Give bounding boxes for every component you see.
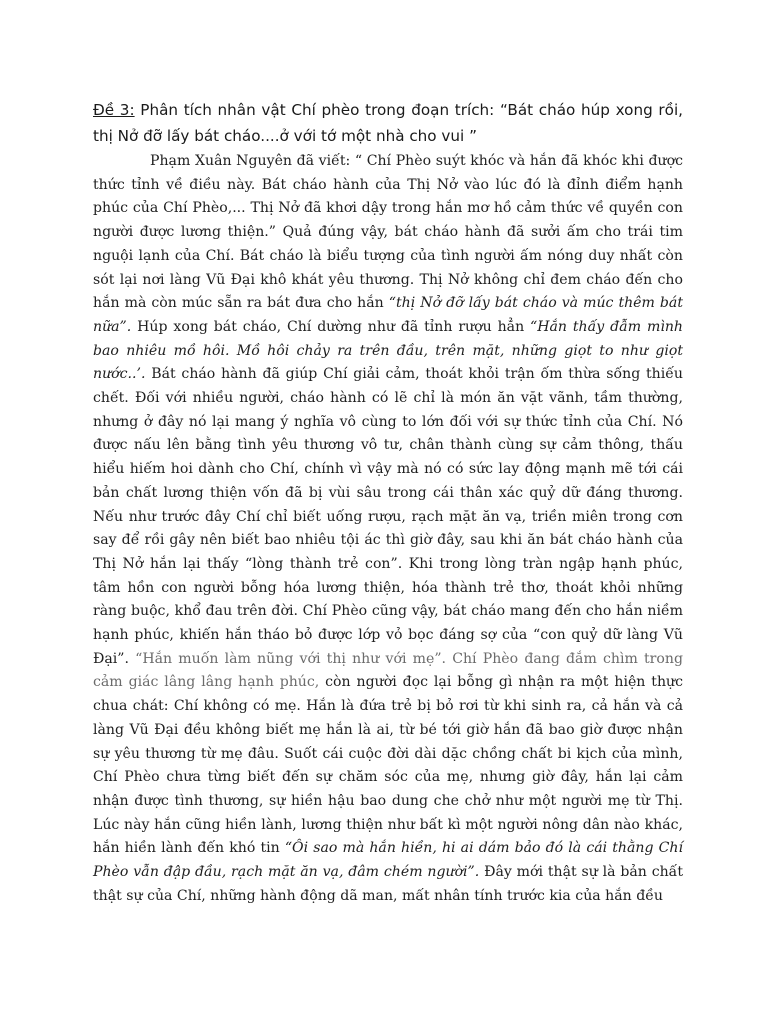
- essay-paragraph: [93, 150, 683, 909]
- paragraph-run: Bát cháo hành đã giúp Chí giải cảm, thoát khỏi trận ốm thừa sống thiếu chết. Đối với nhiều người, cháo hành có lẽ chỉ là món ăn vặt vãnh, tầm thường, nhưng ở đây nó lại mang ý nghĩa vô cùng to lớn đối với sự thức tỉnh của Chí. Nó được nấu lên bằng tình yêu thương vô tư, chân thành cùng sự cảm thông, thấu hiểu hiếm hoi dành cho Chí, chính vì vậy mà nó có sức lay động mạnh mẽ tới cái bản chất lương thiện vốn đã bị vùi sâu trong cái thân xác quỷ dữ đáng thương. Nếu như trước đây Chí chỉ biết uống rượu, rạch mặt ăn vạ, triền miên trong cơn say để rồi gây nên biết bao nhiêu tội ác thì giờ đây, sau khi ăn bát cháo hành của Thị Nở hắn lại thấy “lòng thành trẻ con”. Khi trong lòng tràn ngập hạnh phúc, tâm hồn con người bỗng hóa lương thiện, hóa thành trẻ thơ, thoát khỏi những ràng buộc, khổ đau trên đời. Chí Phèo cũng vậy, bát cháo mang đến cho hắn niềm hạnh phúc, khiến hắn tháo bỏ được lớp vỏ bọc đáng sợ của “con quỷ dữ làng Vũ Đại”.: [93, 366, 683, 667]
- heading-label: Đề 3:: [93, 101, 135, 119]
- paragraph-run: Húp xong bát cháo, Chí dường như đã tỉnh rượu hẳn: [131, 318, 531, 335]
- paragraph-run: Phạm Xuân Nguyên đã viết: “ Chí Phèo suýt khóc và hắn đã khóc khi được thức tỉnh về điều này. Bát cháo hành của Thị Nở vào lúc đó là đỉnh điểm hạnh phúc của Chí Phèo,... Thị Nở đã khơi dậy trong hắn mơ hồ cảm thức về quyền con người được lương thiện.” Quả đúng vậy, bát cháo hành đã sưởi ấm cho trái tim nguội lạnh của Chí. Bát cháo là biểu tượng của tình người ấm nóng duy nhất còn sót lại nơi làng Vũ Đại khô khát yêu thương. Thị Nở không chỉ đem cháo đến cho hắn mà còn múc sẵn ra bát đưa cho hắn: [93, 153, 683, 312]
- paragraph-quote: “Ôi sao mà hắn hiền, hi ai dám bảo đó là cái thằng Chí Phèo vẫn đập đầu, rạch mặt ăn vạ, đâm chém người”.: [93, 840, 683, 881]
- paragraph-quote: “thị Nở đỡ lấy bát cháo và múc thêm bát nữa”.: [93, 295, 683, 335]
- paragraph-quote: “Hắn thấy đẫm mình bao nhiêu mồ hôi. Mồ hôi chảy ra trên đầu, trên mặt, những giọt to như giọt nước..’.: [93, 318, 683, 383]
- paragraph-faded-run: “Hắn muốn làm nũng với thị như với mẹ”. Chí Phèo đang đắm chìm trong cảm giác lâng lâng hạnh phúc,: [93, 650, 683, 691]
- essay-heading: [93, 97, 683, 149]
- paragraph-run: Đây mới thật sự là bản chất thật sự của Chí, những hành động dã man, mất nhân tính trước kia của hắn đều: [93, 864, 683, 904]
- paragraph-run: còn người đọc lại bỗng gì nhận ra một hiện thực chua chát: Chí không có mẹ. Hắn là đứa trẻ bị bỏ rơi từ khi sinh ra, cả hắn và cả làng Vũ Đại đều không biết mẹ hắn là ai, từ bé tới giờ hắn đã bao giờ được nhận sự yêu thương từ mẹ đâu. Suốt cái cuộc đời dài dặc chồng chất bi kịch của mình, Chí Phèo chưa từng biết đến sự chăm sóc của mẹ, nhưng giờ đây, hắn lại cảm nhận được tình thương, sự hiền hậu bao dung che chở như một người mẹ từ Thị. Lúc này hắn cũng hiền lành, lương thiện như bất kì một người nông dân nào khác, hắn hiền lành đến khó tin: [93, 674, 683, 857]
- heading-text: Phân tích nhân vật Chí phèo trong đoạn trích: “Bát cháo húp xong rồi, thị Nở đỡ lấy bát cháo....ở với tớ một nhà cho vui ”: [93, 101, 683, 145]
